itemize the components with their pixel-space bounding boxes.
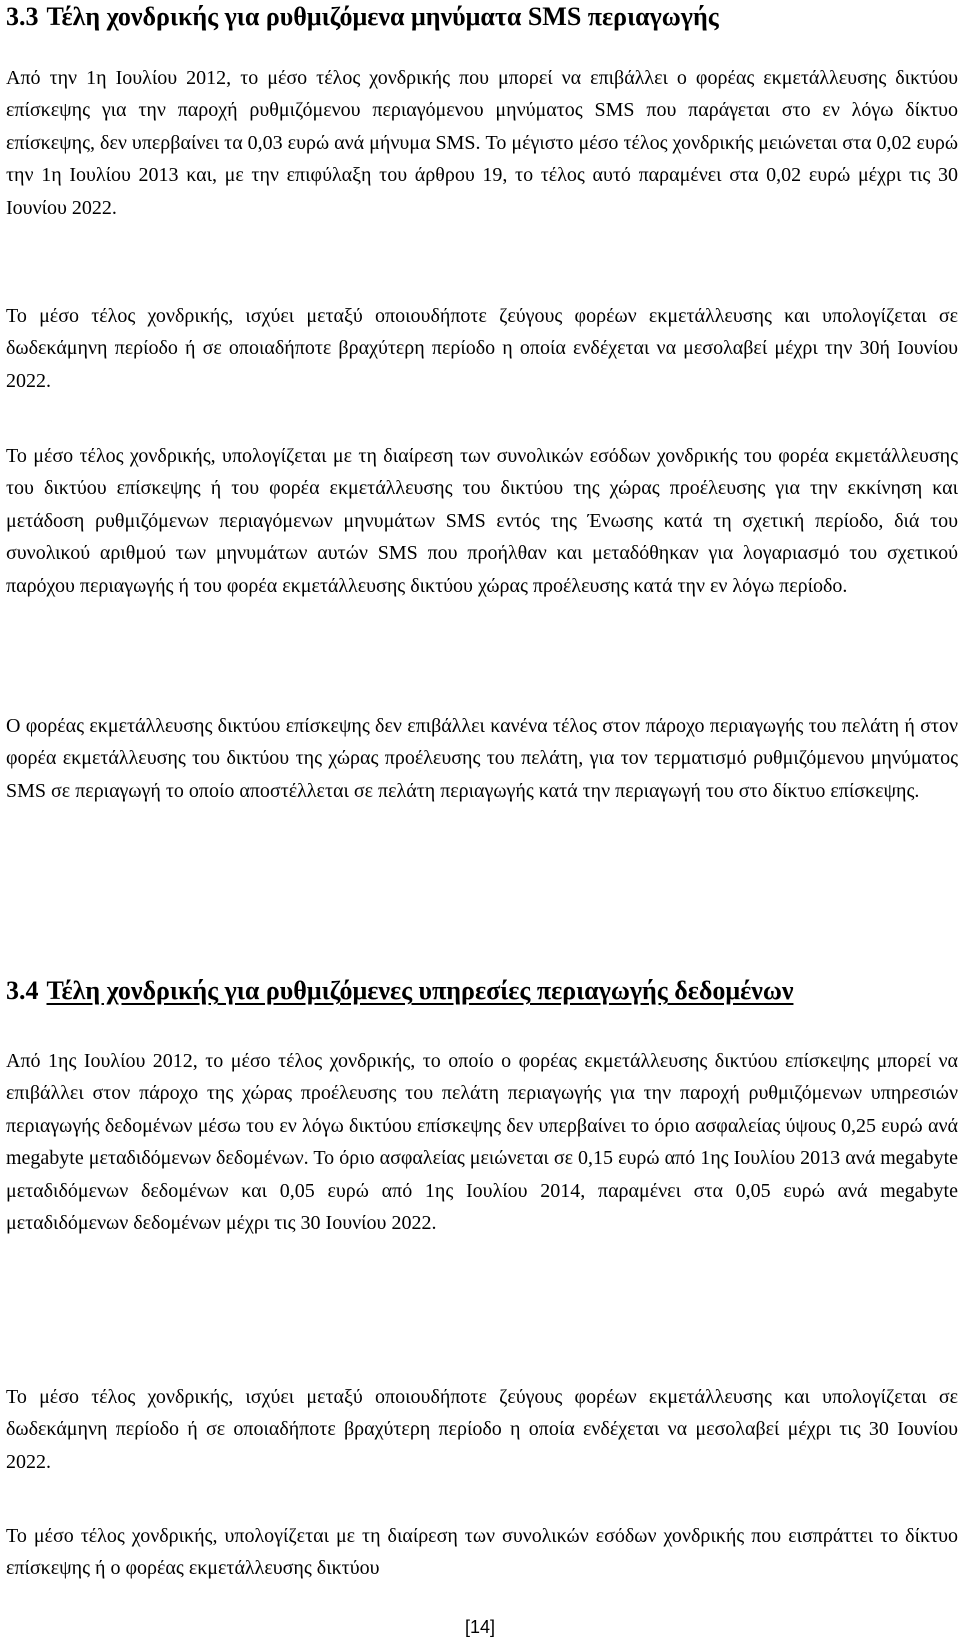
section-title: Τέλη χονδρικής για ρυθμιζόμενα μηνύματα SMS περιαγωγής (46, 2, 719, 31)
paragraph-sms-average-applies: Το μέσο τέλος χονδρικής, ισχύει μεταξύ οποιουδήποτε ζεύγους φορέων εκμετάλλευσης και υπολογίζεται σε δωδεκάμηνη περίοδο ή σε οποιαδήποτε βραχύτερη περίοδο η οποία ενδέχεται να μεσολαβεί μέχρι την 30ή Ιουνίου 2022. (6, 305, 958, 392)
page-number: [14] (464, 1617, 496, 1637)
paragraph-data-wholesale-cap: Από 1ης Ιουλίου 2012, το μέσο τέλος χονδρικής, το οποίο ο φορέας εκμετάλλευσης δικτύου επίσκεψης μπορεί να επιβάλλει στον πάροχο της χώρας προέλευσης του πελάτη περιαγωγής για την παροχή ρυθμιζόμενων υπηρεσιών περιαγωγής δεδομένων μέσω του εν λόγω δικτύου επίσκεψης δεν υπερβαίνει το όριο ασφαλείας ύψους 0,25 ευρώ ανά megabyte μεταδιδόμενων δεδομένων. Το όριο ασφαλείας μειώνεται σε 0,15 ευρώ από 1ης Ιουλίου 2013 ανά megabyte μεταδιδόμενων δεδομένων και 0,05 ευρώ από 1ης Ιουλίου 2014, παραμένει στα 0,05 ευρώ ανά megabyte μεταδιδόμενων δεδομένων μέχρι τις 30 Ιουνίου 2022. (6, 1050, 958, 1235)
paragraph-data-average-calculation: Το μέσο τέλος χονδρικής, υπολογίζεται με τη διαίρεση των συνολικών εσόδων χονδρικής που εισπράττει το δίκτυο επίσκεψης ή ο φορέας εκμετάλλευσης δικτύου (6, 1525, 958, 1580)
paragraph-sms-termination: Ο φορέας εκμετάλλευσης δικτύου επίσκεψης δεν επιβάλλει κανένα τέλος στον πάροχο περιαγωγής του πελάτη ή στον φορέα εκμετάλλευσης του δικτύου της χώρας προέλευσης του πελάτη, για τον τερματισμό ρυθμιζόμενου μηνύματος SMS σε περιαγωγή το οποίο αποστέλλεται σε πελάτη περιαγωγής κατά την περιαγωγή του στο δίκτυο επίσκεψης. (6, 715, 958, 802)
section-number: 3.4 (6, 976, 39, 1005)
paragraph-data-average-applies: Το μέσο τέλος χονδρικής, ισχύει μεταξύ οποιουδήποτε ζεύγους φορέων εκμετάλλευσης και υπολογίζεται σε δωδεκάμηνη περίοδο ή σε οποιαδήποτε βραχύτερη περίοδο η οποία ενδέχεται να μεσολαβεί μέχρι τις 30 Ιουνίου 2022. (6, 1386, 958, 1473)
section-heading-3-4 (6, 976, 793, 1006)
section-heading-3-3 (6, 2, 719, 32)
paragraph-sms-wholesale-cap: Από την 1η Ιουλίου 2012, το μέσο τέλος χονδρικής που μπορεί να επιβάλλει ο φορέας εκμετάλλευσης δικτύου επίσκεψης για την παροχή ρυθμιζόμενου περιαγόμενου μηνύματος SMS που παράγεται στο εν λόγω δίκτυο επίσκεψης, δεν υπερβαίνει τα 0,03 ευρώ ανά μήνυμα SMS. Το μέγιστο μέσο τέλος χονδρικής μειώνεται στα 0,02 ευρώ την 1η Ιουλίου 2013 και, με την επιφύλαξη του άρθρου 19, το τέλος αυτό παραμένει στα 0,02 ευρώ μέχρι τις 30 Ιουνίου 2022. (6, 67, 958, 219)
section-number: 3.3 (6, 2, 39, 31)
paragraph-sms-average-calculation: Το μέσο τέλος χονδρικής, υπολογίζεται με τη διαίρεση των συνολικών εσόδων χονδρικής του φορέα εκμετάλλευσης του δικτύου επίσκεψης ή του φορέα εκμετάλλευσης του δικτύου της χώρας προέλευσης για την εκκίνηση και μετάδοση ρυθμιζόμενων περιαγόμενων μηνυμάτων SMS εντός της Ένωσης κατά τη σχετική περίοδο, διά του συνολικού αριθμού των μηνυμάτων αυτών SMS που προήλθαν και μεταδόθηκαν για λογαριασμό του σχετικού παρόχου περιαγωγής ή του φορέα εκμετάλλευσης δικτύου χώρας προέλευσης κατά την εν λόγω περίοδο. (6, 445, 958, 597)
section-title: Τέλη χονδρικής για ρυθμιζόμενες υπηρεσίες περιαγωγής δεδομένων (46, 976, 794, 1005)
